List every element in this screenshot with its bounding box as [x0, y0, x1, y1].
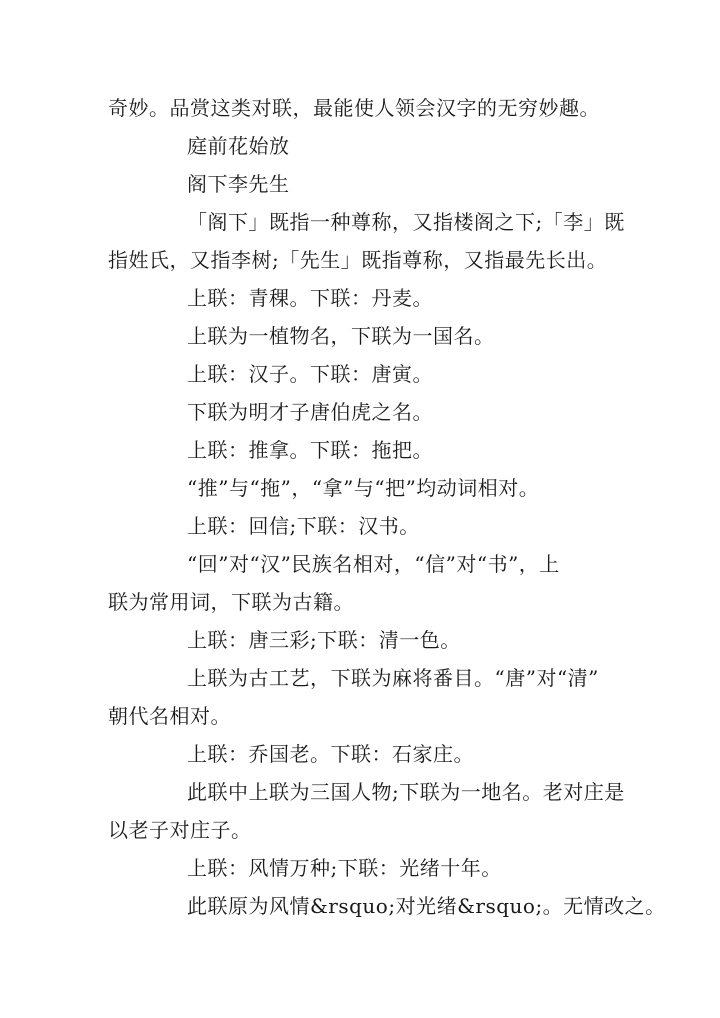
paragraph-line: “推”与“拖”，“拿”与“把”均动词相对。	[187, 476, 540, 500]
paragraph-line: 上联：推拿。下联：拖把。	[187, 438, 433, 462]
paragraph-line: 「阁下」既指一种尊称，又指楼阁之下;「李」既	[187, 210, 625, 234]
paragraph-line: 下联为明才子唐伯虎之名。	[187, 400, 433, 424]
paragraph-line: 上联：青稞。下联：丹麦。	[187, 286, 433, 310]
couplet-line: 庭前花始放	[187, 134, 290, 158]
paragraph-line: 上联：唐三彩;下联：清一色。	[187, 628, 461, 652]
paragraph-line: “回”对“汉”民族名相对，“信”对“书”，上	[187, 552, 560, 576]
paragraph-line: 上联：汉子。下联：唐寅。	[187, 362, 433, 386]
paragraph-line: 上联：风情万种;下联：光绪十年。	[187, 856, 502, 880]
paragraph-line: 此联原为风情&rsquo;对光绪&rsquo;。无情改之。	[187, 894, 666, 918]
paragraph-line: 上联为古工艺，下联为麻将番目。“唐”对“清”	[187, 666, 599, 690]
paragraph-line: 奇妙。品赏这类对联，最能使人领会汉字的无穷妙趣。	[108, 96, 600, 120]
paragraph-line: 此联中上联为三国人物;下联为一地名。老对庄是	[187, 780, 625, 804]
paragraph-line: 上联：回信;下联：汉书。	[187, 514, 420, 538]
paragraph-line: 上联为一植物名，下联为一国名。	[187, 324, 495, 348]
paragraph-line: 指姓氏，又指李树;「先生」既指尊称，又指最先长出。	[108, 248, 608, 272]
paragraph-line: 朝代名相对。	[108, 704, 231, 728]
paragraph-line: 以老子对庄子。	[108, 818, 252, 842]
paragraph-line: 上联：乔国老。下联：石家庄。	[187, 742, 474, 766]
couplet-line: 阁下李先生	[187, 172, 290, 196]
paragraph-line: 联为常用词，下联为古籍。	[108, 590, 354, 614]
